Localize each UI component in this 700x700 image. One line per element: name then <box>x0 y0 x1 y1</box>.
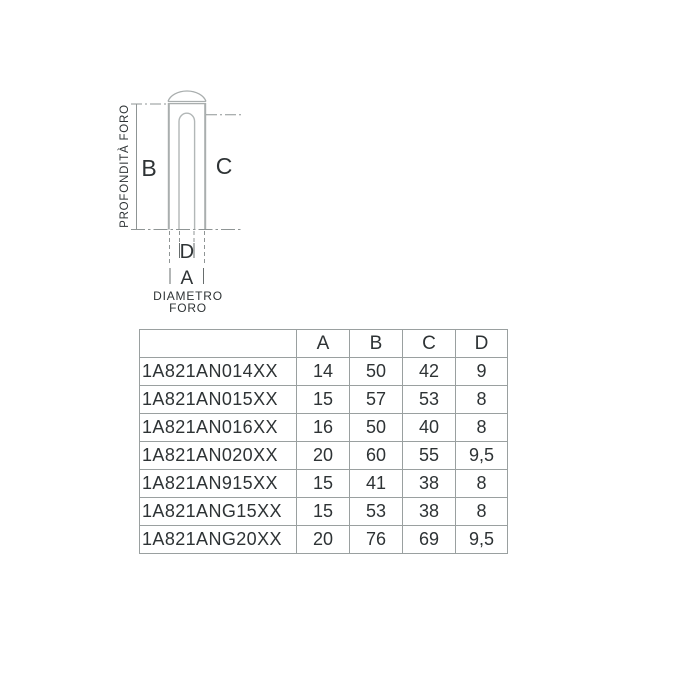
dim-b-cell: 50 <box>350 358 403 386</box>
dim-a-cell: 20 <box>297 526 350 554</box>
table-row <box>140 442 508 470</box>
table-row <box>140 386 508 414</box>
table-row <box>140 358 508 386</box>
table-row <box>140 414 508 442</box>
dim-b-cell: 50 <box>350 414 403 442</box>
dim-a-cell: 20 <box>297 442 350 470</box>
dim-a-cell: 16 <box>297 414 350 442</box>
dim-d-cell: 9,5 <box>456 442 508 470</box>
header-a: A <box>297 330 350 358</box>
dim-d-cell: 8 <box>456 498 508 526</box>
dim-c-cell: 38 <box>403 470 456 498</box>
depth-label: PROFONDITÀ FORO <box>119 104 131 228</box>
part-drawing <box>168 91 206 229</box>
dim-c-cell: 53 <box>403 386 456 414</box>
header-c: C <box>403 330 456 358</box>
dim-c-cell: 40 <box>403 414 456 442</box>
dim-d-cell: 9,5 <box>456 526 508 554</box>
dim-b-cell: 76 <box>350 526 403 554</box>
dim-b-cell: 60 <box>350 442 403 470</box>
table-row <box>140 526 508 554</box>
dome-arc <box>168 91 206 101</box>
label-d: D <box>179 241 195 263</box>
dim-d-cell: 8 <box>456 414 508 442</box>
dim-a-cell: 15 <box>297 470 350 498</box>
dim-a-cell: 14 <box>297 358 350 386</box>
part-code-cell: 1A821AN020XX <box>140 442 297 470</box>
label-c: C <box>215 153 233 179</box>
label-b: B <box>141 155 157 181</box>
header-code <box>140 330 297 358</box>
part-code-cell: 1A821AN015XX <box>140 386 297 414</box>
label-a: A <box>180 268 194 289</box>
dim-c-cell: 38 <box>403 498 456 526</box>
table-header-row <box>140 330 508 358</box>
dim-b-cell: 57 <box>350 386 403 414</box>
dim-c-cell: 42 <box>403 358 456 386</box>
table-row <box>140 470 508 498</box>
header-d: D <box>456 330 508 358</box>
dim-a-cell: 15 <box>297 498 350 526</box>
dim-b-cell: 53 <box>350 498 403 526</box>
part-code-cell: 1A821AN016XX <box>140 414 297 442</box>
dim-c-cell: 69 <box>403 526 456 554</box>
diameter-label-line1: DIAMETRO <box>153 289 223 303</box>
part-code-cell: 1A821ANG20XX <box>140 526 297 554</box>
header-b: B <box>350 330 403 358</box>
dim-a-cell: 15 <box>297 386 350 414</box>
part-code-cell: 1A821AN915XX <box>140 470 297 498</box>
part-code-cell: 1A821AN014XX <box>140 358 297 386</box>
table-row <box>140 498 508 526</box>
dim-d-cell: 8 <box>456 386 508 414</box>
dim-b-cell: 41 <box>350 470 403 498</box>
diameter-label-line2: FORO <box>169 301 207 315</box>
dim-d-cell: 9 <box>456 358 508 386</box>
dim-c-cell: 55 <box>403 442 456 470</box>
spec-table <box>139 329 508 554</box>
hole-outline <box>179 113 195 229</box>
part-code-cell: 1A821ANG15XX <box>140 498 297 526</box>
dim-d-cell: 8 <box>456 470 508 498</box>
